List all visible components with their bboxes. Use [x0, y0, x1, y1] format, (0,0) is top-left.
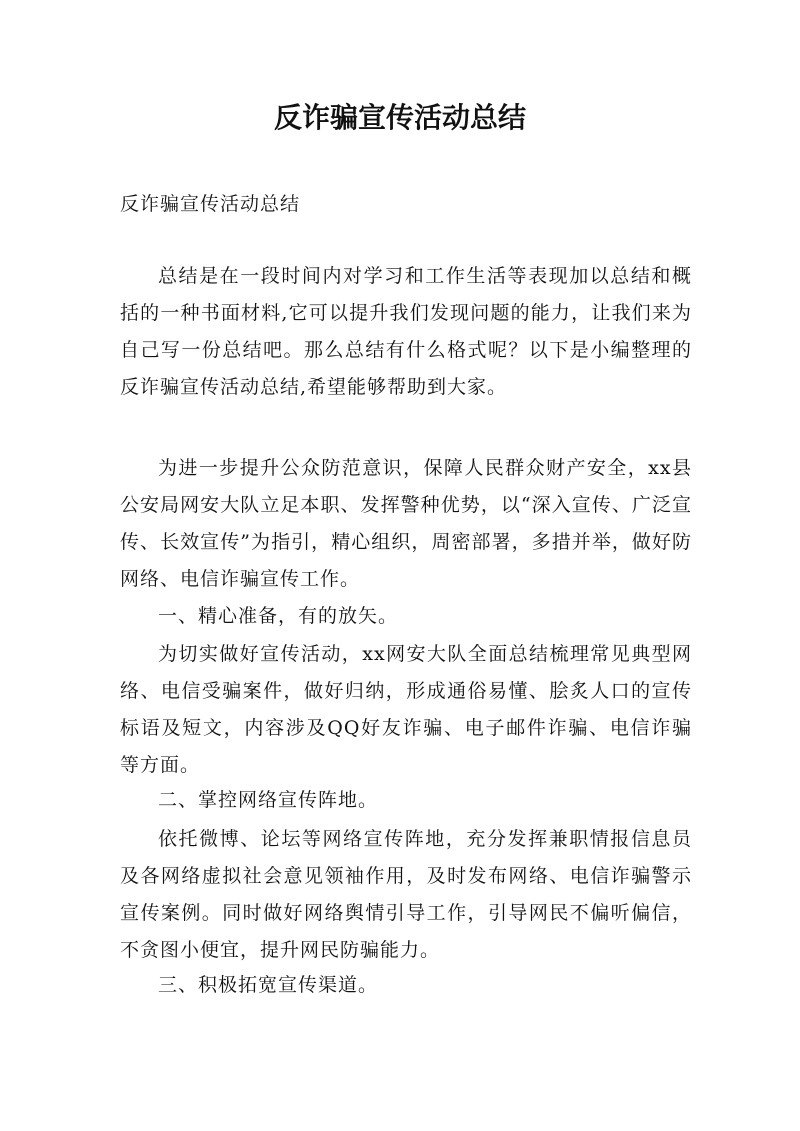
body-paragraph-2: 为切实做好宣传活动，xx网安大队全面总结梳理常见典型网络、电信受骗案件，做好归纳，形成通俗易懂、脍炙人口的宣传标语及短文，内容涉及QQ好友诈骗、电子邮件诈骗、电信诈骗等方面。	[120, 643, 692, 776]
document-title: 反诈骗宣传活动总结	[273, 101, 526, 134]
body-paragraph-1: 为进一步提升公众防范意识，保障人民群众财产安全，xx县公安局网安大队立足本职、发挥警种优势，以“深入宣传、广泛宣传、长效宣传”为指引，精心组织，周密部署，多措并举，做好防网络、电信诈骗宣传工作。	[120, 457, 692, 590]
section-heading-2: 二、掌控网络宣传阵地。	[158, 789, 379, 811]
body-paragraph-3: 依托微博、论坛等网络宣传阵地，充分发挥兼职情报信息员及各网络虚拟社会意见领袖作用，及时发布网络、电信诈骗警示宣传案例。同时做好网络舆情引导工作，引导网民不偏听偏信，不贪图小便宜，提升网民防骗能力。	[120, 828, 692, 961]
section-heading-3: 三、积极拓宽宣传渠道。	[158, 974, 379, 996]
section-heading-1: 一、精心准备，有的放矢。	[158, 605, 399, 627]
document-subtitle: 反诈骗宣传活动总结	[120, 193, 301, 215]
intro-paragraph: 总结是在一段时间内对学习和工作生活等表现加以总结和概括的一种书面材料,它可以提升我们发现问题的能力，让我们来为自己写一份总结吧。那么总结有什么格式呢？以下是小编整理的反诈骗宣传活动总结,希望能够帮助到大家。	[120, 265, 692, 398]
